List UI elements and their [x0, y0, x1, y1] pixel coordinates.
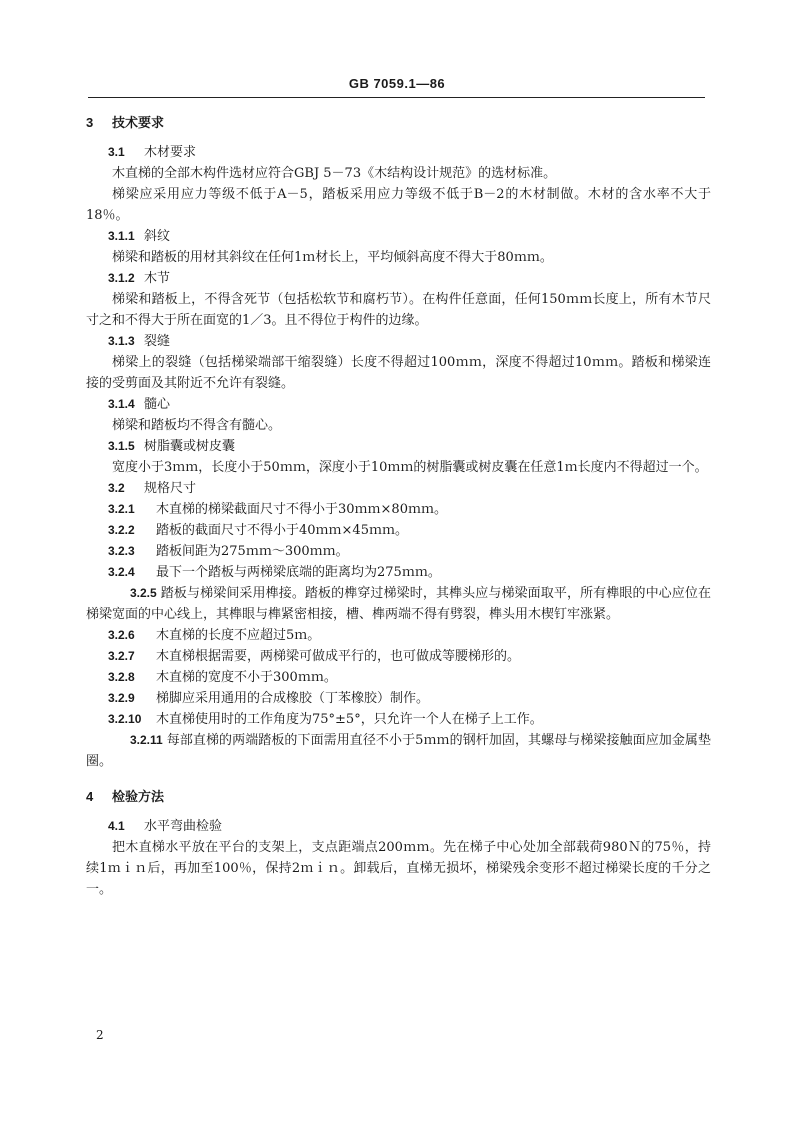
paragraph: 把木直梯水平放在平台的支架上，支点距端点200ｍｍ。先在梯子中心处加全部载荷980Ｎ的75％，持续1ｍｉｎ后，再加至100％，保持2ｍｉｎ。卸载后，直梯无损坏，梯梁残余变形不超过梯梁长度的千分之一。: [86, 840, 711, 897]
subsection-heading-3-1: [86, 142, 711, 163]
spec-item-3-2-10: [86, 709, 711, 730]
spec-item-3-2-7: [86, 646, 711, 667]
subsection-number: 3.2: [108, 481, 125, 495]
item-text: 踏板与梯梁间采用榫接。踏板的榫穿过梯梁时，其榫头应与梯梁面取平，所有榫眼的中心应位在梯梁宽面的中心线上，其榫眼与榫紧密相接，槽、榫两端不得有劈裂，榫头用木楔钉牢涨紧。: [86, 586, 711, 622]
item-text: 木直梯的长度不应超过5ｍ。: [156, 628, 321, 643]
item-number: 3.2.10: [108, 712, 142, 726]
subsection-number: 4.1: [108, 819, 125, 833]
subsection-title: 木节: [144, 271, 171, 286]
item-number: 3.2.4: [108, 565, 135, 579]
subsection-title: 水平弯曲检验: [144, 819, 223, 834]
item-text: 踏板间距为275ｍｍ～300ｍｍ。: [156, 544, 349, 559]
spec-item-3-2-6: [86, 625, 711, 646]
subsection-heading-4-1: [86, 816, 711, 837]
standard-code-header: GB 7059.1—86: [348, 76, 446, 91]
subsection-heading-3-2: [86, 478, 711, 499]
paragraph: 梯梁和踏板均不得含有髓心。: [112, 418, 282, 433]
section-heading-3: [86, 112, 711, 134]
item-text: 木直梯的宽度不小于300ｍｍ。: [156, 670, 337, 685]
subsection-title: 树脂囊或树皮囊: [144, 439, 236, 454]
subsection-title: 规格尺寸: [144, 481, 197, 496]
subsection-number: 3.1.3: [108, 334, 135, 348]
item-number: 3.2.5: [130, 586, 157, 600]
subsection-number: 3.1.1: [108, 229, 135, 243]
item-number: 3.2.6: [108, 628, 135, 642]
item-text: 木直梯使用时的工作角度为75°±5°，只允许一个人在梯子上工作。: [156, 712, 543, 727]
item-text: 梯脚应采用通用的合成橡胶（丁苯橡胶）制作。: [156, 691, 430, 706]
subsection-number: 3.1.2: [108, 271, 135, 285]
spec-item-3-2-11: [86, 730, 711, 772]
section-number: 3: [86, 115, 94, 130]
section-title: 检验方法: [112, 790, 165, 805]
item-text: 每部直梯的两端踏板的下面需用直径不小于5ｍｍ的钢杆加固，其螺母与梯梁接触面应加金属垫圈。: [86, 733, 711, 769]
section-number: 4: [86, 789, 94, 804]
header-divider: [88, 97, 705, 98]
item-number: 3.2.9: [108, 691, 135, 705]
item-text: 木直梯根据需要，两梯梁可做成平行的，也可做成等腰梯形的。: [156, 649, 521, 664]
paragraph: 宽度小于3ｍｍ，长度小于50ｍｍ，深度小于10ｍｍ的树脂囊或树皮囊在任意1ｍ长度内不得超过一个。: [112, 460, 708, 475]
subsection-title: 木材要求: [144, 145, 197, 160]
document-body: [86, 110, 711, 900]
item-text: 木直梯的梯梁截面尺寸不得小于30ｍｍ×80ｍｍ。: [156, 502, 447, 517]
spec-item-3-2-2: [86, 520, 711, 541]
section-title: 技术要求: [112, 116, 165, 131]
item-number: 3.2.11: [130, 733, 163, 747]
section-heading-4: [86, 786, 711, 808]
section-spacer: [86, 772, 711, 784]
spec-item-3-2-1: [86, 499, 711, 520]
subsection-heading-3-1-4: [86, 394, 711, 415]
spec-item-3-2-9: [86, 688, 711, 709]
subsection-title: 斜纹: [144, 229, 171, 244]
spec-item-3-2-3: [86, 541, 711, 562]
subsection-heading-3-1-3: [86, 331, 711, 352]
subsection-heading-3-1-5: [86, 436, 711, 457]
subsection-title: 裂缝: [144, 334, 171, 349]
item-number: 3.2.7: [108, 649, 135, 663]
paragraph: 梯梁和踏板上，不得含死节（包括松软节和腐朽节）。在构件任意面，任何150ｍｍ长度上，所有木节尺寸之和不得大于所在面宽的1／3。且不得位于构件的边缘。: [86, 292, 711, 328]
item-number: 3.2.1: [108, 502, 135, 516]
item-number: 3.2.8: [108, 670, 135, 684]
paragraph: 木直梯的全部木构件选材应符合GBJ 5－73《木结构设计规范》的选材标准。: [112, 166, 557, 181]
spec-item-3-2-5: [86, 583, 711, 625]
spec-item-3-2-4: [86, 562, 711, 583]
item-number: 3.2.2: [108, 523, 135, 537]
paragraph: 梯梁应采用应力等级不低于A－5，踏板采用应力等级不低于B－2的木材制做。木材的含水率不大于18％。: [86, 187, 711, 223]
subsection-title: 髓心: [144, 397, 171, 412]
subsection-number: 3.1: [108, 145, 125, 159]
subsection-number: 3.1.4: [108, 397, 135, 411]
page-number: 2: [96, 1028, 104, 1042]
subsection-heading-3-1-2: [86, 268, 711, 289]
subsection-heading-3-1-1: [86, 226, 711, 247]
subsection-number: 3.1.5: [108, 439, 135, 453]
paragraph: 梯梁和踏板的用材其斜纹在任何1ｍ材长上，平均倾斜高度不得大于80ｍｍ。: [112, 250, 553, 265]
spec-item-3-2-8: [86, 667, 711, 688]
item-text: 踏板的截面尺寸不得小于40ｍｍ×45ｍｍ。: [156, 523, 408, 538]
item-number: 3.2.3: [108, 544, 135, 558]
paragraph: 梯梁上的裂缝（包括梯梁端部干缩裂缝）长度不得超过100ｍｍ，深度不得超过10ｍｍ。踏板和梯梁连接的受剪面及其附近不允许有裂缝。: [86, 355, 711, 391]
item-text: 最下一个踏板与两梯梁底端的距离均为275ｍｍ。: [156, 565, 441, 580]
